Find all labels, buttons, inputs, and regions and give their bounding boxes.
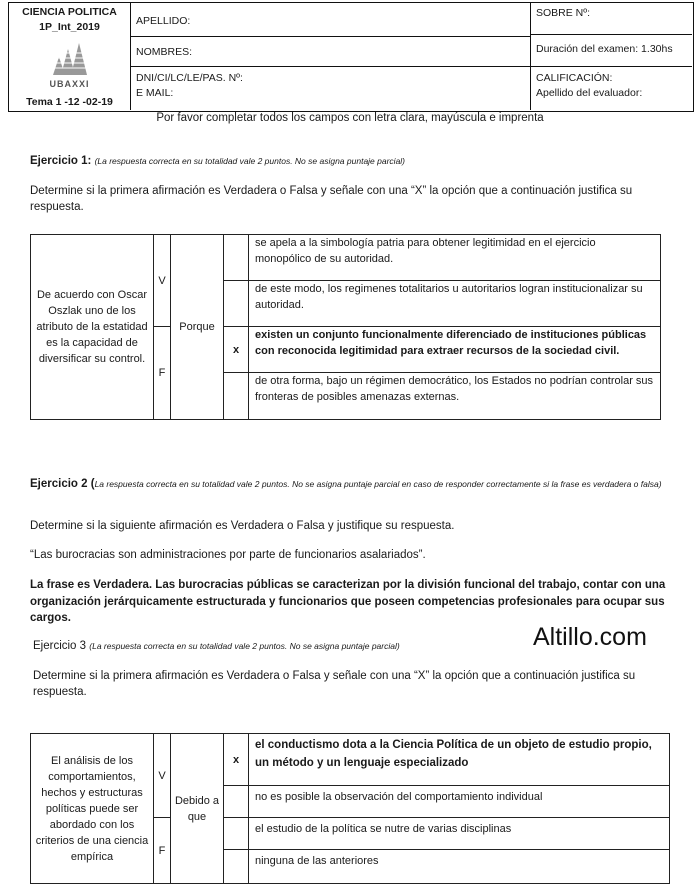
- instruction-text: Por favor completar todos los campos con letra clara, mayúscula e imprenta: [156, 112, 544, 124]
- ex1-mark-cell-4[interactable]: [224, 373, 249, 420]
- ex1-option-2: de este modo, los regimenes totalitarios u autoritarios logran institucionalizar su autoridad.: [249, 281, 661, 327]
- nombres-field[interactable]: NOMBRES:: [136, 46, 193, 58]
- ex1-option-4: de otra forma, bajo un régimen democrático, los Estados no podrían controlar sus fronteras de posibles amenazas externas.: [249, 373, 661, 420]
- ex1-note: (La respuesta correcta en su totalidad vale 2 puntos. No se asigna puntaje parcial): [94, 156, 406, 166]
- ex1-option-v[interactable]: V: [154, 235, 171, 327]
- duracion-label: Duración del examen: 1.30hs: [536, 43, 673, 55]
- email-field[interactable]: E MAIL:: [136, 87, 174, 99]
- exam-header: [8, 2, 694, 112]
- ex1-prompt: Determine si la primera afirmación es Verdadera o Falsa y señale con una “X” la opción que a continuación justifica su respuesta.: [30, 185, 633, 213]
- sobre-field[interactable]: SOBRE Nº:: [536, 7, 591, 19]
- ex1-table: [30, 234, 661, 420]
- ex1-statement: De acuerdo con Oscar Oszlak uno de los atributo de la estatidad es la capacidad de diversificar su control.: [31, 235, 154, 420]
- student-fields: [130, 3, 531, 110]
- course-block: [9, 3, 131, 110]
- ubaxxi-logo-icon: [49, 37, 91, 77]
- ex2-answer: La frase es Verdadera. Las burocracias públicas se caracterizan por la división funcional del trabajo, contar con una organización jerárquicamente estructurada y funcionarios que poseen competencias profesionales para ocupar sus cargos.: [30, 579, 666, 624]
- ex3-connector: Debido a que: [171, 734, 224, 884]
- ex3-mark-cell-3[interactable]: [224, 818, 249, 850]
- ex3-mark-cell-2[interactable]: [224, 786, 249, 818]
- ex1-option-3: existen un conjunto funcionalmente diferenciado de instituciones públicas con reconocida legitimidad para extraer recursos de la sociedad civil.: [249, 327, 661, 373]
- ex2-quote: “Las burocracias son administraciones por parte de funcionarios asalariados”.: [30, 549, 426, 561]
- ex3-mark-cell-1[interactable]: x: [224, 734, 249, 786]
- ex3-note: (La respuesta correcta en su totalidad vale 2 puntos. No se asigna puntaje parcial): [89, 641, 400, 651]
- course-name: CIENCIA POLITICA: [22, 6, 117, 18]
- ex1-connector: Porque: [171, 235, 224, 420]
- evaluador-field: Apellido del evaluador:: [536, 87, 643, 99]
- ex3-option-f[interactable]: F: [154, 818, 171, 884]
- ex1-title: [30, 155, 405, 167]
- ex2-title-label: Ejercicio 2 (: [30, 478, 95, 490]
- apellido-field[interactable]: APELLIDO:: [136, 15, 191, 27]
- ubaxxi-logo-text: UBAXXI: [49, 79, 90, 89]
- ex3-title-label: Ejercicio 3: [33, 640, 87, 652]
- ex3-statement: El análisis de los comportamientos, hechos y estructuras políticas puede ser abordado con los criterios de una ciencia empírica: [31, 734, 154, 884]
- ex1-option-1: se apela a la simbología patria para obtener legitimidad en el ejercicio monopólico de su autoridad.: [249, 235, 661, 281]
- ex3-option-4: ninguna de las anteriores: [249, 850, 670, 884]
- ex1-mark-cell-2[interactable]: [224, 281, 249, 327]
- ex3-title: [33, 640, 400, 652]
- dni-field[interactable]: DNI/CI/LC/LE/PAS. Nº:: [136, 72, 243, 84]
- ex3-option-v[interactable]: V: [154, 734, 171, 818]
- tema-label: Tema 1 -12 -02-19: [26, 96, 113, 108]
- exam-info: [530, 3, 692, 110]
- ex3-option-2: no es posible la observación del comportamiento individual: [249, 786, 670, 818]
- ex3-option-3: el estudio de la política se nutre de varias disciplinas: [249, 818, 670, 850]
- ex2-note: La respuesta correcta en su totalidad vale 2 puntos. No se asigna puntaje parcial en caso de responder correctamente si la frase es verdadera o falsa): [94, 479, 662, 489]
- ex3-prompt: Determine si la primera afirmación es Verdadera o Falsa y señale con una “X” la opción que a continuación justifica su respuesta.: [33, 670, 636, 698]
- ex3-option-1: el conductismo dota a la Ciencia Política de un objeto de estudio propio, un método y un lenguaje especializado: [249, 734, 670, 786]
- ex1-mark-cell-3[interactable]: x: [224, 327, 249, 373]
- calificacion-field: CALIFICACIÓN:: [536, 72, 613, 84]
- ex1-option-f[interactable]: F: [154, 327, 171, 420]
- ex3-table: [30, 733, 670, 884]
- ex2-prompt: Determine si la siguiente afirmación es Verdadera o Falsa y justifique su respuesta.: [30, 520, 455, 532]
- ex3-mark-cell-4[interactable]: [224, 850, 249, 884]
- ex2-title: [30, 478, 670, 491]
- altillo-watermark: Altillo.com: [533, 623, 647, 651]
- ex1-mark-cell-1[interactable]: [224, 235, 249, 281]
- ex1-title-label: Ejercicio 1:: [30, 155, 92, 167]
- course-code: 1P_Int_2019: [39, 21, 100, 33]
